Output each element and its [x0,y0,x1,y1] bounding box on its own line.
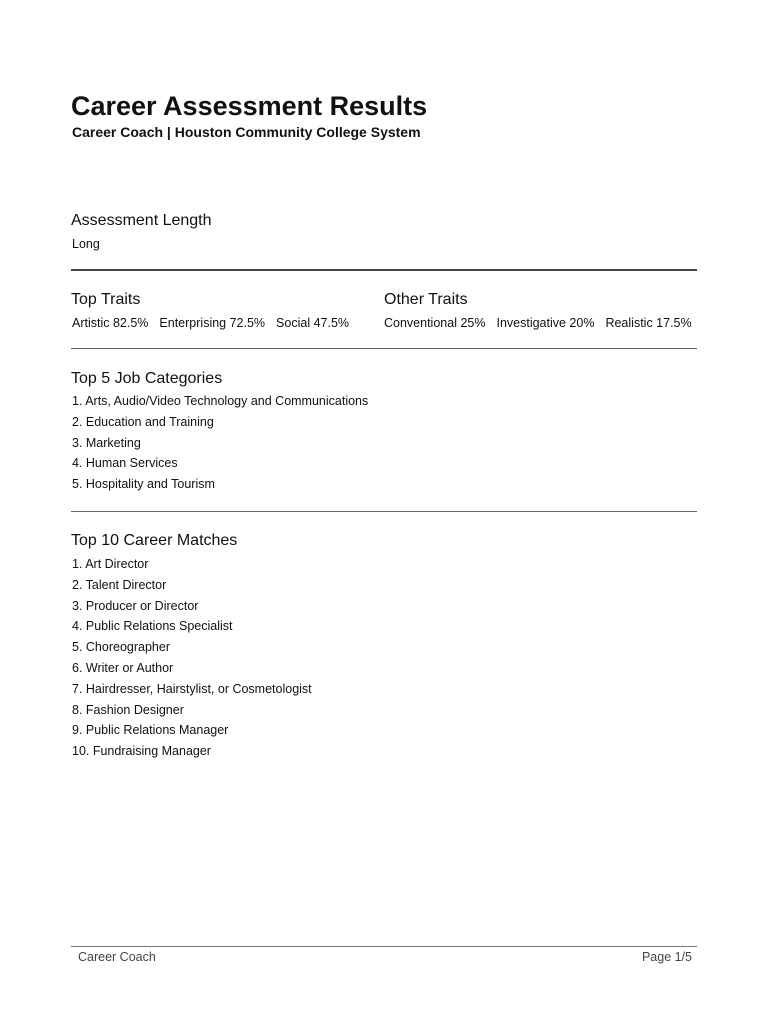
career-matches-heading: Top 10 Career Matches [71,532,238,549]
trait-item: Conventional 25% [384,316,486,330]
footer-brand: Career Coach [78,950,156,964]
page-subtitle: Career Coach | Houston Community College System [72,124,421,140]
job-categories-list [72,393,368,497]
list-item: 8. Fashion Designer [72,702,184,717]
footer-divider [71,946,697,947]
section-divider [71,511,697,512]
list-item: 2. Education and Training [72,414,214,429]
trait-item: Social 47.5% [276,316,350,330]
assessment-length-value: Long [72,237,100,251]
list-item: 4. Human Services [72,456,178,471]
list-item: 4. Public Relations Specialist [72,619,233,634]
top-traits-list [72,315,349,331]
list-item: 3. Producer or Director [72,598,199,613]
section-divider [71,269,697,271]
page-title: Career Assessment Results [71,91,428,121]
list-item: 1. Art Director [72,557,149,571]
list-item: 6. Writer or Author [72,660,174,675]
list-item: 3. Marketing [72,435,141,450]
trait-item: Artistic 82.5% [72,316,149,330]
list-item: 2. Talent Director [72,577,167,592]
list-item: 5. Hospitality and Tourism [72,477,215,492]
list-item: 7. Hairdresser, Hairstylist, or Cosmetologist [72,681,312,696]
career-matches-list [72,556,312,764]
trait-item: Realistic 17.5% [605,316,692,330]
list-item: 9. Public Relations Manager [72,723,229,738]
page-number: Page 1/5 [641,950,692,964]
section-divider [71,348,697,349]
trait-item: Enterprising 72.5% [159,316,266,330]
trait-item: Investigative 20% [496,316,595,330]
other-traits-list [384,315,692,331]
job-categories-heading: Top 5 Job Categories [71,370,223,387]
other-traits-heading: Other Traits [384,291,468,308]
assessment-length-heading: Assessment Length [71,212,212,229]
top-traits-heading: Top Traits [71,291,141,308]
list-item: 10. Fundraising Manager [72,744,211,759]
list-item: 1. Arts, Audio/Video Technology and Communications [72,394,369,408]
list-item: 5. Choreographer [72,640,170,655]
